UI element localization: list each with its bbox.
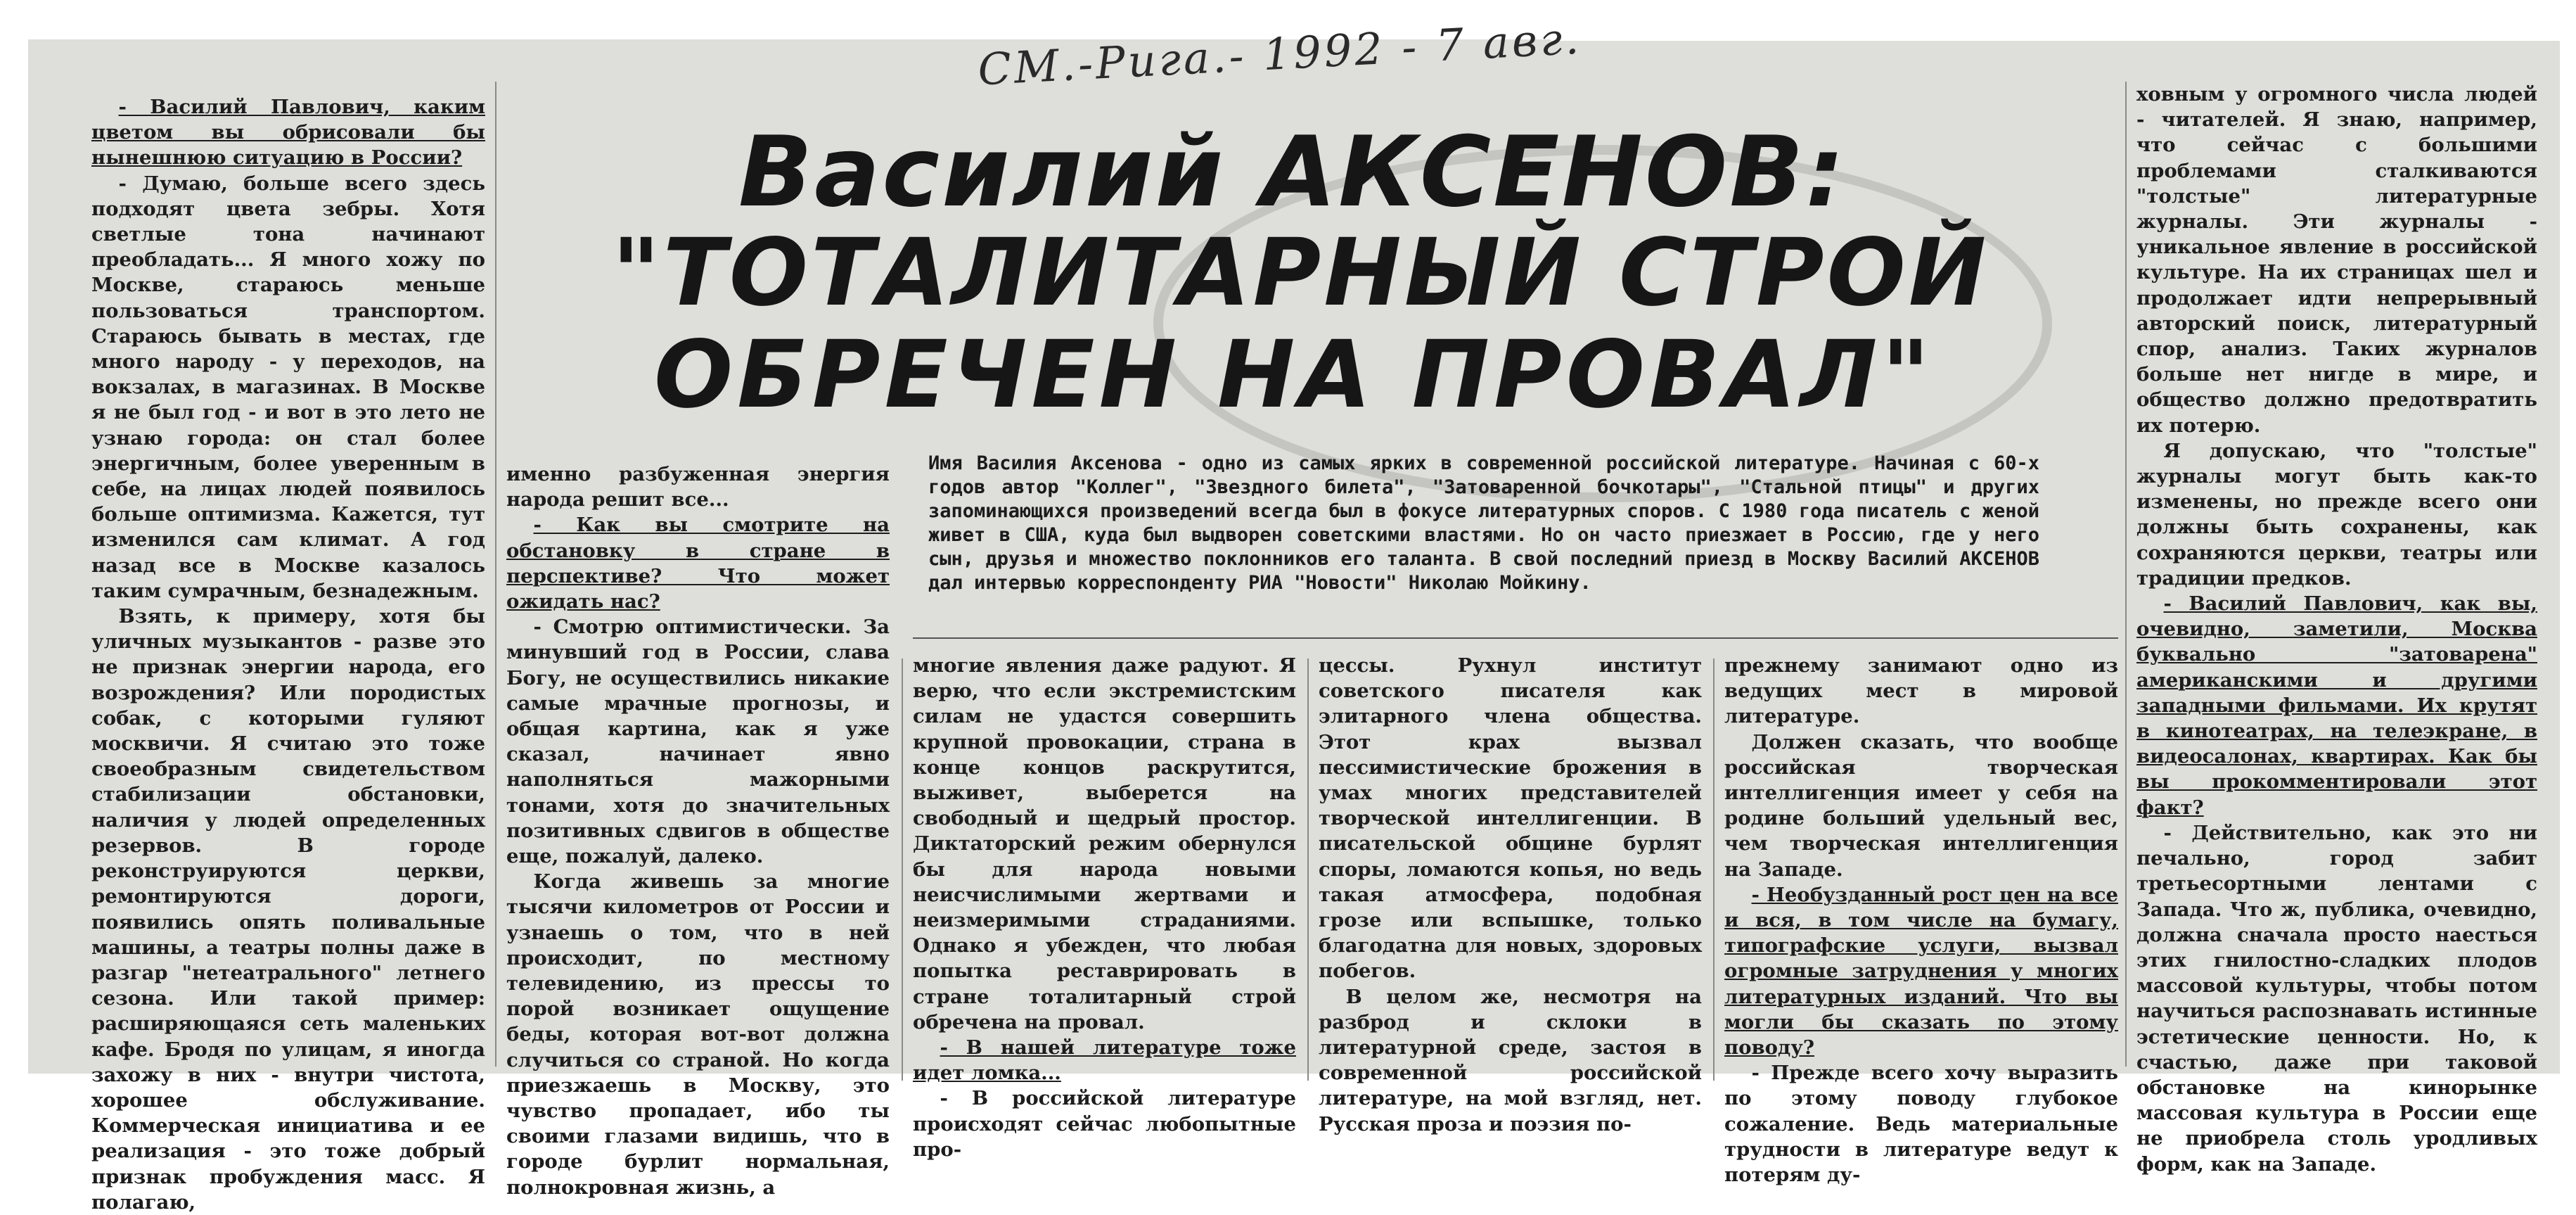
headline-line-2: "ТОТАЛИТАРНЫЙ СТРОЙ bbox=[612, 219, 1989, 327]
paragraph: ховным у огромного числа людей - читателей. Я знаю, например, что сейчас с большими проблемами сталкиваются "толстые" литературные журналы. Эти журналы - уникальное явление в российской культуре. На их страницах шел и продолжает идти непрерывный авторский поиск, литературный спор, анализ. Таких журналов больше нет нигде в мире, и общество должно предотвратить их потерю. bbox=[2136, 83, 2537, 437]
paragraph: цессы. Рухнул институт советского писателя как элитарного члена общества. Этот крах вызвал пессимистические брожения в умах многих представителей творческой интеллигенции. В писательской общине бурлят споры, ломаются копья, но ведь такая атмосфера, подобная грозе или вспышке, только благодатна для новых, здоровых побегов. bbox=[1319, 654, 1702, 983]
paragraph: Взять, к примеру, хотя бы уличных музыкантов - разве это не признак энергии народа, его возрождения? Или породистых собак, с которыми гуляют москвичи. Я считаю это тоже своеобразным свидетельством стабилизации обстановки, наличия у людей определенных резервов. В городе реконструируются церкви, ремонтируются дороги, появились опять поливальные машины, а театры полны даже в разгар "нетеатрального" летнего сезона. Или такой пример: расширяющаяся сеть маленьких кафе. Бродя по улицам, я иногда захожу в них - внутри чистота, хорошее обслуживание. Коммерческая инициатива и ее реализация - это тоже добрый признак пробуждения масс. Я полагаю, bbox=[91, 605, 485, 1214]
paragraph: В целом же, несмотря на разброд и склоки в литературной среде, застоя в современной российской литературе, на мой взгляд, нет. Русская проза и поэзия по- bbox=[1319, 985, 1702, 1136]
column-divider bbox=[2125, 82, 2127, 1067]
handwritten-source-note: СМ.-Рига.- 1992 - 7 авг. bbox=[976, 12, 1583, 96]
headline-line-1: Василий АКСЕНОВ: bbox=[738, 115, 1847, 229]
column-1 bbox=[91, 94, 485, 1214]
column-divider bbox=[495, 82, 496, 1067]
question: - Василий Павлович, каким цветом вы обрисовали бы нынешнюю ситуацию в России? bbox=[91, 96, 485, 170]
paragraph: многие явления даже радуют. Я верю, что если экстремистским силам не удастся совершить крупной провокации, страна в конце концов раскрутится, выживет, выберется на свободный и щедрый простор. Диктаторский режим обернулся бы для народа новыми неисчислимыми жертвами и неизмеримыми страданиями. Однако я убежден, что любая попытка реставрировать в стране тоталитарный строй обречена на провал. bbox=[913, 654, 1296, 1033]
question: - В нашей литературе тоже идет ломка... bbox=[913, 1036, 1296, 1085]
headline-line-3: ОБРЕЧЕН НА ПРОВАЛ" bbox=[654, 321, 1935, 429]
paragraph: именно разбуженная энергия народа решит все... bbox=[506, 463, 890, 511]
paragraph: Должен сказать, что вообще российская творческая интеллигенция имеет у себя на родине больший удельный вес, чем творческая интеллигенция на Западе. bbox=[1724, 730, 2118, 881]
column-6 bbox=[2136, 82, 2537, 1176]
paragraph: Когда живешь за многие тысячи километров от России и узнаешь о том, что в ней происходит, по местному телевидению, из прессы то порой возникает ощущение беды, которая вот-вот должна случиться со страной. Но когда приезжаешь в Москву, это чувство пропадает, ибо ты своими глазами видишь, что в городе бурлит нормальная, полнокровная жизнь, а bbox=[506, 870, 890, 1199]
paragraph: прежнему занимают одно из ведущих мест в мировой литературе. bbox=[1724, 654, 2118, 728]
column-divider bbox=[1307, 659, 1309, 1081]
column-4 bbox=[1319, 653, 1702, 1136]
paragraph: - В российской литературе происходят сейчас любопытные про- bbox=[913, 1087, 1296, 1161]
column-2 bbox=[506, 462, 890, 1199]
question: - Как вы смотрите на обстановку в стране в перспективе? Что может ожидать нас? bbox=[506, 514, 890, 613]
lead-divider bbox=[913, 637, 2118, 639]
paragraph: - Смотрю оптимистически. За минувший год в России, слава Богу, не осуществились никакие самые мрачные прогнозы, и общая картина, как я уже сказал, начинает явно наполняться мажорными тонами, хотя до значительных позитивных сдвигов в обществе еще, пожалуй, далеко. bbox=[506, 616, 890, 868]
paragraph: - Прежде всего хочу выразить по этому поводу глубокое сожаление. Ведь материальные трудности в литературе ведут к потерям ду- bbox=[1724, 1062, 2118, 1187]
question: - Василий Павлович, как вы, очевидно, заметили, Москва буквально "затоварена" американскими и другими западными фильмами. Их крутят в кинотеатрах, на телеэкране, в видеосалонах, квартирах. Как бы вы прокомментировали этот факт? bbox=[2136, 592, 2537, 819]
column-5 bbox=[1724, 653, 2118, 1187]
paper-margin bbox=[1551, 0, 2576, 41]
article-lead: Имя Василия Аксенова - одно из самых ярких в современной российской литературе. Начиная с 60-х годов автор "Коллег", "Звездного билета", "Затоваренной бочкотары", "Стальной птицы" и других запоминающихся произведений всегда был в фокусе литературных споров. С 1980 года писатель с женой живет в США, куда был выдворен советскими властями. Но он часто приезжает в Россию, где у него сын, друзья и множество поклонников его таланта. В свой последний приезд в Москву Василий АКСЕНОВ дал интервью корреспонденту РИА "Новости" Николаю Мойкину. bbox=[928, 452, 2039, 594]
column-divider bbox=[902, 659, 903, 1081]
question: - Необузданный рост цен на все и вся, в том числе на бумагу, типографские услуги, вызвал огромные затруднения у многих литературных изданий. Что вы могли бы сказать по этому поводу? bbox=[1724, 883, 2118, 1060]
column-divider bbox=[1713, 659, 1715, 1081]
paragraph: - Думаю, больше всего здесь подходят цвета зебры. Хотя светлые тона начинают преобладать... Я много хожу по Москве, стараюсь меньше пользоваться транспортом. Стараюсь бывать в местах, где много народу - у переходов, на вокзалах, в магазинах. В Москве я не был год - и вот в это лето не узнаю города: он стал более энергичным, более уверенным в себе, на лицах людей появилось больше оптимизма. Кажется, тут изменился сам климат. А год назад все в Москве казалось таким сумрачным, безнадежным. bbox=[91, 172, 485, 602]
paragraph: Я допускаю, что "толстые" журналы могут быть как-то изменены, но прежде всего они должны быть сохранены, как сохраняются церкви, театры или традиции предков. bbox=[2136, 439, 2537, 590]
column-3 bbox=[913, 653, 1296, 1161]
paragraph: - Действительно, как это ни печально, город забит третьесортными лентами с Запада. Что ж, публика, очевидно, должна сначала просто наесться этих гнилостно-сладких плодов массовой культуры, чтобы потом научиться распознавать истинные эстетические ценности. Но, к счастью, даже при таковой обстановке на кинорынке массовая культура в России еще не приобрела столь уродливых форм, как на Западе. bbox=[2136, 821, 2537, 1176]
newspaper-clipping bbox=[28, 39, 2560, 1214]
